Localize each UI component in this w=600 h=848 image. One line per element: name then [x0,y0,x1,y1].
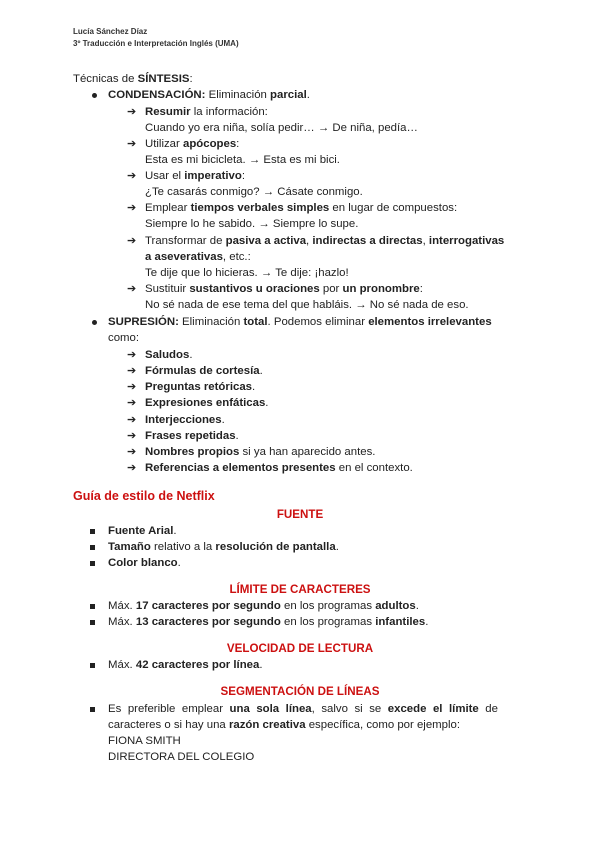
fuente-heading: FUENTE [276,508,324,521]
condensacion-example: No sé nada de ese tema del que habláis. → No sé nada de eso. [145,299,469,311]
fuente-item: Tamaño relativo a la resolución de pantalla. [108,541,339,553]
velocidad-item: Máx. 42 caracteres por línea. [108,659,263,671]
bullet-dot [92,93,97,98]
supresion-item: Frases repetidas. [145,430,239,442]
condensacion-example: Cuando yo era niña, solía pedir… → De niña, pedía… [145,122,418,134]
bullet-square [90,561,95,566]
limite-item: Máx. 13 caracteres por segundo en los programas infantiles. [108,616,429,628]
segmentacion-line2: caracteres o si hay una razón creativa específica, como por ejemplo: [108,719,461,731]
limite-heading: LÍMITE DE CARACTERES [229,583,371,596]
arrow-icon: ➔ [127,397,137,409]
arrow-icon: ➔ [127,462,137,474]
condensacion-item: Transformar de pasiva a activa, indirectas a directas, interrogativas [145,235,505,247]
condensacion-item-continuation: a aseverativas, etc.: [145,251,251,263]
page-header [73,26,239,50]
arrow-icon: ➔ [127,235,137,247]
segmentacion-example-line2: DIRECTORA DEL COLEGIO [108,751,255,763]
velocidad-heading: VELOCIDAD DE LECTURA [226,642,374,655]
supresion-item: Referencias a elementos presentes en el contexto. [145,462,413,474]
netflix-title: Guía de estilo de Netflix [73,489,215,503]
bullet-dot [92,320,97,325]
limite-item: Máx. 17 caracteres por segundo en los programas adultos. [108,600,419,612]
author-name: Lucía Sánchez Díaz [73,27,148,36]
arrow-icon: ➔ [127,349,137,361]
arrow-icon: ➔ [127,106,137,118]
supresion-item: Fórmulas de cortesía. [145,365,263,377]
sintesis-intro: Técnicas de SÍNTESIS: [73,73,193,85]
supresion-heading: SUPRESIÓN: Eliminación total. Podemos eliminar elementos irrelevantes [108,316,492,328]
fuente-item: Fuente Arial. [108,525,177,537]
condensacion-item: Sustituir sustantivos u oraciones por un pronombre: [145,283,423,295]
segmentacion-example-line1: FIONA SMITH [108,735,181,747]
bullet-square [90,707,95,712]
bullet-square [90,529,95,534]
condensacion-example: ¿Te casarás conmigo? → Cásate conmigo. [145,186,363,198]
supresion-item: Saludos. [145,349,193,361]
bullet-square [90,663,95,668]
arrow-icon: ➔ [127,446,137,458]
condensacion-item: Resumir la información: [145,106,268,118]
segmentacion-line1: Es preferible emplear una sola línea, salvo si se excede el límite de [108,703,498,715]
supresion-item: Expresiones enfáticas. [145,397,269,409]
supresion-item: Preguntas retóricas. [145,381,256,393]
segmentacion-heading: SEGMENTACIÓN DE LÍNEAS [220,685,380,698]
arrow-icon: ➔ [127,430,137,442]
arrow-icon: ➔ [127,365,137,377]
condensacion-example: Esta es mi bicicleta. → Esta es mi bici. [145,154,340,166]
arrow-icon: ➔ [127,414,137,426]
arrow-icon: ➔ [127,381,137,393]
condensacion-item: Usar el imperativo: [145,170,246,182]
arrow-icon: ➔ [127,202,137,214]
condensacion-item: Utilizar apócopes: [145,138,240,150]
bullet-square [90,545,95,550]
supresion-continuation: como: [108,332,140,344]
condensacion-heading: CONDENSACIÓN: Eliminación parcial. [108,89,310,101]
arrow-icon: ➔ [127,283,137,295]
supresion-item: Nombres propios si ya han aparecido antes. [145,446,376,458]
arrow-icon: ➔ [127,138,137,150]
bullet-square [90,604,95,609]
condensacion-item: Emplear tiempos verbales simples en lugar de compuestos: [145,202,458,214]
fuente-item: Color blanco. [108,557,181,569]
condensacion-example: Siempre lo he sabido. → Siempre lo supe. [145,218,359,230]
course-name: 3º Traducción e Interpretación Inglés (UMA) [73,39,239,48]
condensacion-example: Te dije que lo hicieras. → Te dije: ¡hazlo! [145,267,349,279]
arrow-icon: ➔ [127,170,137,182]
supresion-item: Interjecciones. [145,414,225,426]
bullet-square [90,620,95,625]
